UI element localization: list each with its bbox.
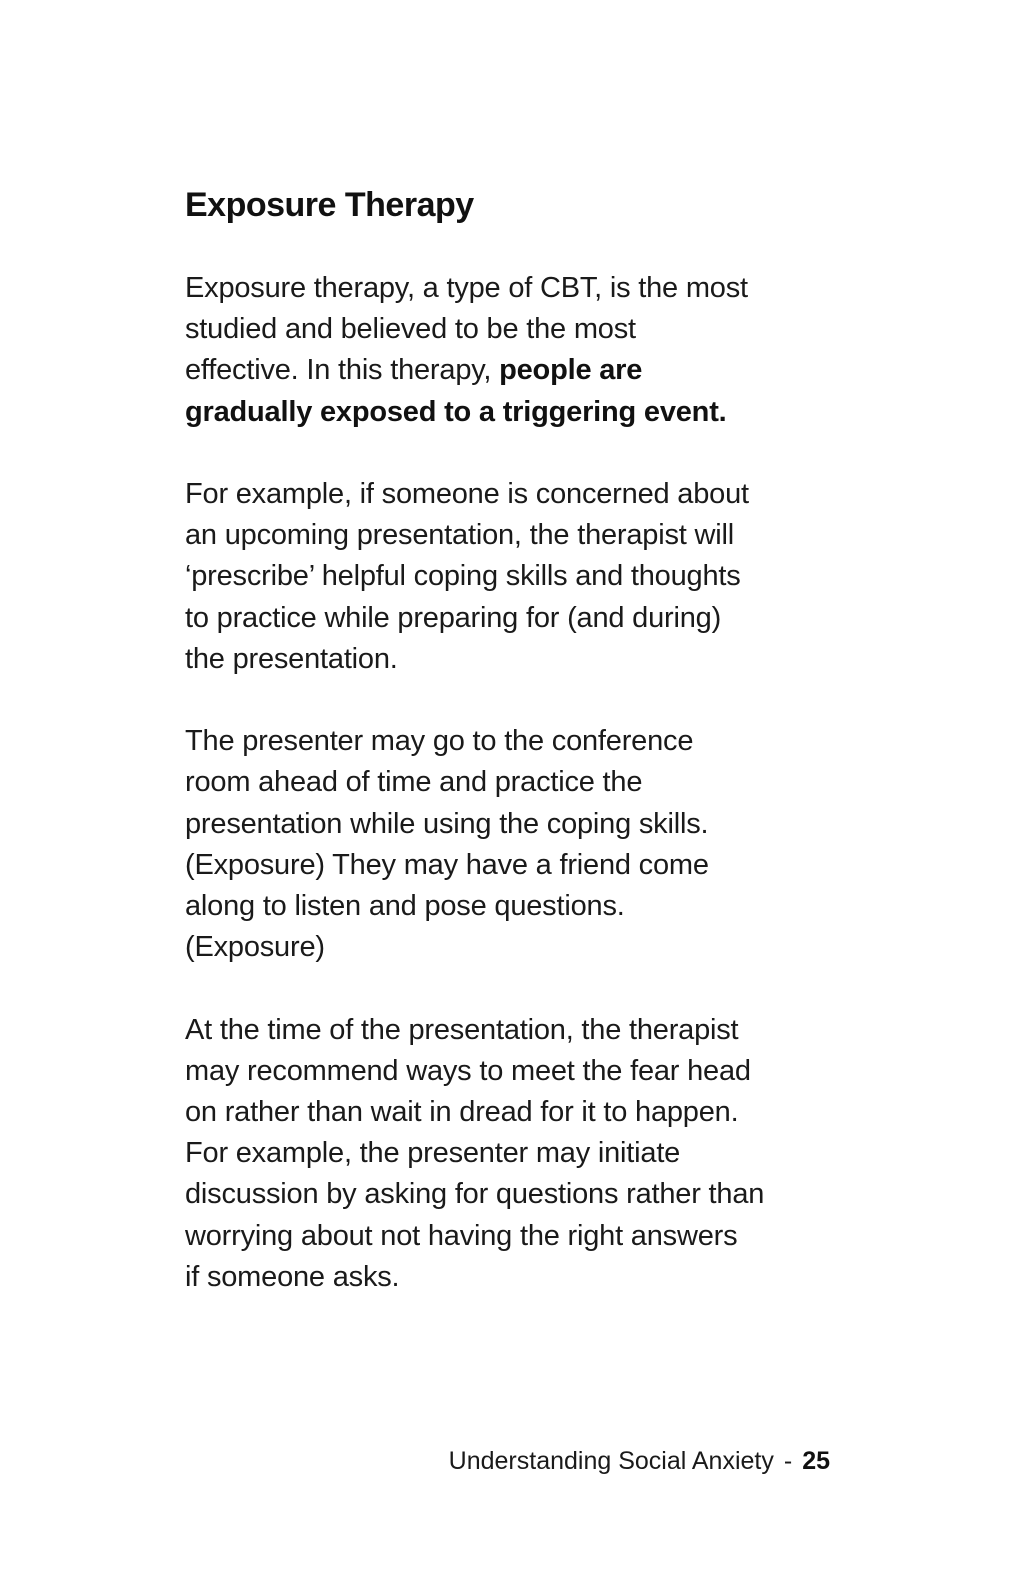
paragraph-line: Exposure therapy, a type of CBT, is the most (185, 272, 748, 304)
page-number: 25 (802, 1447, 830, 1475)
paragraph-line: For example, the presenter may initiate (185, 1137, 681, 1170)
paragraph-line: ‘prescribe’ helpful coping skills and thoughts (185, 560, 741, 593)
paragraph-line-text: effective. In this therapy, (185, 354, 500, 387)
emphasis-text: gradually exposed to a triggering event. (185, 395, 727, 428)
paragraph-line (185, 392, 845, 433)
paragraph-presentation-time (185, 1010, 845, 1298)
paragraph-line: discussion by asking for questions rather than (185, 1178, 765, 1211)
paragraph-line: (Exposure) (185, 931, 325, 964)
paragraph-line: the presentation. (185, 642, 398, 675)
paragraph-line: on rather than wait in dread for it to happen. (185, 1096, 739, 1129)
paragraph-line: room ahead of time and practice the (185, 766, 643, 799)
footer-separator: - (783, 1447, 793, 1475)
paragraph-line: if someone asks. (185, 1260, 400, 1293)
paragraph-line: presentation while using the coping skills. (185, 807, 709, 840)
paragraph-line: may recommend ways to meet the fear head (185, 1054, 751, 1087)
paragraph-line: to practice while preparing for (and during) (185, 601, 722, 634)
paragraph-intro (185, 268, 845, 433)
paragraph-line: studied and believed to be the most (185, 313, 636, 346)
paragraph-presenter (185, 721, 845, 968)
emphasis-text: people are (499, 354, 643, 387)
page-content (185, 184, 845, 1339)
paragraph-line: an upcoming presentation, the therapist will (185, 519, 734, 552)
paragraph-line: At the time of the presentation, the therapist (185, 1013, 739, 1046)
paragraph-line: The presenter may go to the conference (185, 725, 694, 758)
paragraph-line: along to listen and pose questions. (185, 890, 625, 923)
paragraph-example (185, 474, 845, 680)
paragraph-line: worrying about not having the right answers (185, 1219, 738, 1252)
paragraph-line (185, 350, 845, 391)
page-footer (449, 1444, 830, 1478)
paragraph-line: For example, if someone is concerned about (185, 478, 749, 510)
section-heading: Exposure Therapy (185, 186, 474, 224)
footer-book-title: Understanding Social Anxiety (448, 1447, 774, 1475)
paragraph-line: (Exposure) They may have a friend come (185, 848, 709, 881)
